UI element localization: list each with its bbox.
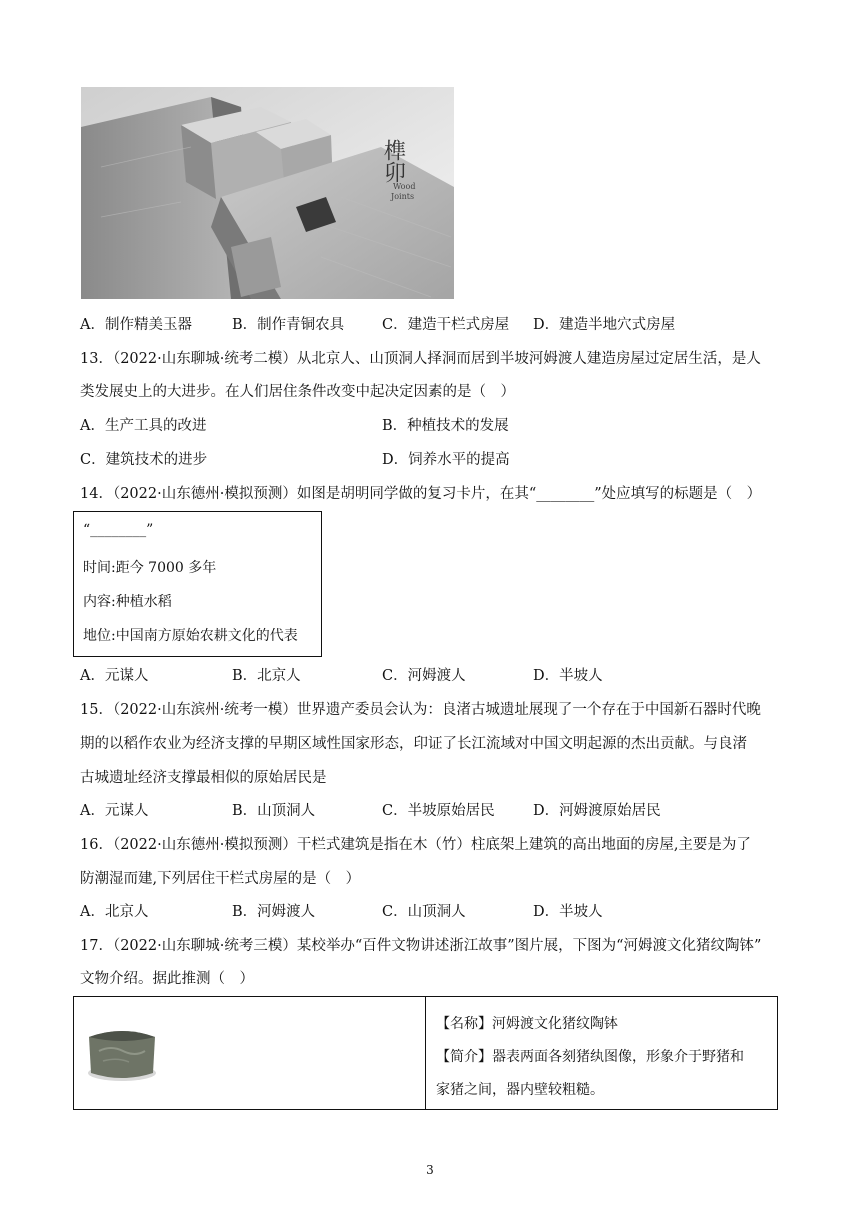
q12-option-d: D．建造半地穴式房屋 <box>533 317 676 333</box>
q13-option-b: B．种植技术的发展 <box>382 418 509 434</box>
wood-joints-caption-cn: 榫卯 <box>380 139 406 183</box>
artifact-intro-line1: 【简介】器表两面各刻猪纨图像，形象介于野猪和 <box>436 1049 744 1065</box>
q13-option-a: A．生产工具的改进 <box>80 418 207 434</box>
q14-option-c: C．河姆渡人 <box>382 668 466 684</box>
q14-option-a: A．元谋人 <box>80 668 149 684</box>
q15-stem-line2: 期的以稻作农业为经济支撑的早期区域性国家形态，印证了长江流域对中国文明起源的杰出贡献。与良渚 <box>80 736 747 752</box>
q16-option-a: A．北京人 <box>80 904 149 920</box>
wood-joints-caption-en1: Wood <box>393 182 416 191</box>
q12-option-a: A．制作精美玉器 <box>80 317 192 333</box>
review-card-status: 地位:中国南方原始农耕文化的代表 <box>83 628 298 644</box>
q15-stem-line3: 古城遗址经济支撑最相似的原始居民是 <box>80 770 327 786</box>
mortise-tenon-photo <box>81 87 454 299</box>
q15-option-d: D．河姆渡原始居民 <box>533 803 661 819</box>
artifact-name: 【名称】河姆渡文化猪纹陶钵 <box>436 1016 618 1032</box>
q16-option-b: B．河姆渡人 <box>232 904 316 920</box>
q16-option-c: C．山顶洞人 <box>382 904 466 920</box>
review-card <box>73 511 322 657</box>
q12-option-c: C．建造干栏式房屋 <box>382 317 510 333</box>
pottery-bowl-photo <box>83 1015 161 1091</box>
q13-stem-line1: 13．（2022·山东聊城·统考二模）从北京人、山顶洞人择洞而居到半坡河姆渡人建造房屋过定居生活，是人 <box>80 351 761 367</box>
q13-stem-line2: 类发展史上的大进步。在人们居住条件改变中起决定因素的是（ ） <box>80 384 515 400</box>
review-card-title: “________” <box>83 522 154 538</box>
q17-stem-line1: 17．（2022·山东聊城·统考三模）某校举办“百件文物讲述浙江故事”图片展，下图为“河姆渡文化猪纹陶钵” <box>80 938 762 954</box>
q13-option-c: C．建筑技术的进步 <box>80 452 208 468</box>
artifact-intro-line2: 家猪之间，器内壁较粗糙。 <box>436 1082 604 1098</box>
q15-option-a: A．元谋人 <box>80 803 149 819</box>
q15-stem-line1: 15．（2022·山东滨州·统考一模）世界遗产委员会认为：良渚古城遗址展现了一个存在于中国新石器时代晚 <box>80 702 761 718</box>
q16-option-d: D．半坡人 <box>533 904 603 920</box>
table-divider <box>425 997 426 1109</box>
q16-stem-line2: 防潮湿而建,下列居住干栏式房屋的是（ ） <box>80 871 361 887</box>
q14-option-b: B．北京人 <box>232 668 301 684</box>
review-card-content: 内容:种植水稻 <box>83 594 172 610</box>
q14-option-d: D．半坡人 <box>533 668 603 684</box>
q15-option-b: B．山顶洞人 <box>232 803 316 819</box>
q15-option-c: C．半坡原始居民 <box>382 803 495 819</box>
review-card-time: 时间:距今 7000 多年 <box>83 560 217 576</box>
page-number: 3 <box>426 1163 434 1177</box>
q13-option-d: D．饲养水平的提高 <box>382 452 510 468</box>
q12-option-b: B．制作青铜农具 <box>232 317 345 333</box>
q16-stem-line1: 16．（2022·山东德州·模拟预测）干栏式建筑是指在木（竹）柱底架上建筑的高出地面的房屋,主要是为了 <box>80 837 751 853</box>
q17-stem-line2: 文物介绍。据此推测（ ） <box>80 971 254 987</box>
q14-stem-line1: 14．（2022·山东德州·模拟预测）如图是胡明同学做的复习卡片，在其“________”处应填写的标题是（ ） <box>80 486 762 502</box>
artifact-table <box>73 996 778 1110</box>
wood-joints-caption-en2: Joints <box>391 192 415 201</box>
